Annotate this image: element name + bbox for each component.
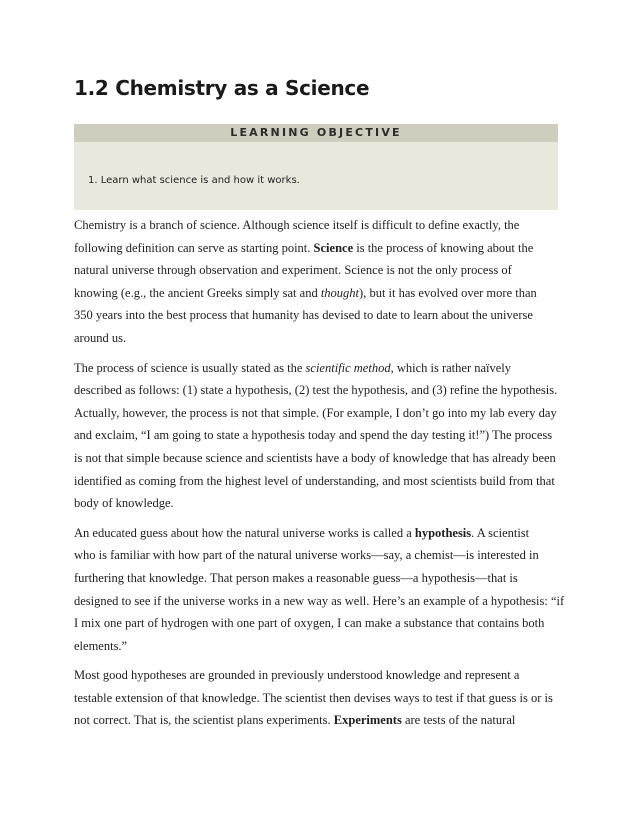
paragraph-line	[74, 304, 560, 327]
paragraph-line	[74, 687, 560, 710]
paragraph-line	[74, 214, 560, 237]
text-run: furthering that knowledge. That person makes a reasonable guess—a hypothesis—that is	[74, 570, 518, 585]
body-text	[74, 214, 565, 739]
text-run: knowing (e.g., the ancient Greeks simply sat and	[74, 285, 321, 300]
text-run: are tests of the natural	[401, 713, 516, 728]
text-run: Chemistry is a branch of science. Although science itself is difficult to define exactly, the	[74, 218, 520, 232]
paragraph-2	[74, 357, 560, 515]
paragraph-line	[74, 492, 560, 515]
paragraph-1	[74, 214, 560, 350]
text-run: elements.”	[74, 638, 128, 653]
text-run: Most good hypotheses are grounded in previously understood knowledge and represent a	[74, 668, 520, 683]
paragraph-line	[74, 327, 560, 350]
italic-term: scientific method	[305, 360, 391, 375]
text-run: identified as coming from the highest level of understanding, and most scientists build from that	[74, 473, 555, 488]
text-run: designed to see if the universe works in a new way as well. Here’s an example of a hypothesis: “if	[74, 593, 565, 608]
paragraph-line	[74, 259, 560, 282]
text-run: . A scientist	[471, 525, 530, 540]
paragraph-line	[74, 424, 560, 447]
text-run: I mix one part of hydrogen with one part of oxygen, I can make a substance that contains both	[74, 616, 545, 631]
paragraph-line	[74, 664, 560, 687]
paragraph-line	[74, 357, 560, 380]
text-run: who is familiar with how part of the natural universe works—say, a chemist—is interested in	[74, 548, 539, 563]
paragraph-line	[74, 522, 560, 545]
text-run: not correct. That is, the scientist plans experiments.	[74, 713, 334, 728]
text-run: testable extension of that knowledge. The scientist then devises ways to test if that guess is or is	[74, 690, 553, 705]
text-run: around us.	[74, 330, 127, 345]
bold-term: hypothesis	[414, 525, 472, 540]
text-run: is the process of knowing about the	[353, 240, 534, 255]
text-run: The process of science is usually stated as the	[74, 360, 306, 375]
paragraph-line	[74, 379, 560, 402]
paragraph-line	[74, 237, 560, 260]
text-run: is not that simple because science and scientists have a body of knowledge that has already been	[74, 450, 556, 465]
paragraph-3	[74, 522, 565, 658]
paragraph-line	[74, 635, 560, 658]
learning-objective-header: LEARNING OBJECTIVE	[74, 124, 558, 142]
bold-term: Experiments	[333, 713, 402, 728]
paragraph-line	[74, 612, 560, 635]
text-run: described as follows: (1) state a hypothesis, (2) test the hypothesis, and (3) refine the hypothesis.	[74, 383, 558, 398]
paragraph-line	[74, 709, 560, 732]
paragraph-line	[74, 567, 560, 590]
paragraph-line	[74, 544, 560, 567]
paragraph-line	[74, 282, 560, 305]
paragraph-line	[74, 402, 560, 425]
text-run: , which is rather naïvely	[390, 360, 512, 375]
learning-objective-item: 1. Learn what science is and how it works.	[88, 175, 300, 186]
text-run: body of knowledge.	[74, 496, 174, 511]
section-heading: 1.2 Chemistry as a Science	[74, 76, 370, 100]
text-run: 350 years into the best process that humanity has devised to date to learn about the universe	[74, 308, 533, 323]
italic-term: thought	[320, 285, 360, 300]
paragraph-line	[74, 447, 560, 470]
text-run: and exclaim, “I am going to state a hypothesis today and spend the day testing it!”) The process	[74, 428, 553, 443]
text-run: following definition can serve as starting point.	[74, 240, 314, 255]
paragraph-line	[74, 590, 565, 613]
learning-objective-list	[88, 174, 300, 188]
bold-term: Science	[313, 240, 354, 255]
text-run: An educated guess about how the natural universe works is called a	[74, 525, 415, 540]
learning-objective-box	[74, 124, 558, 210]
text-run: Actually, however, the process is not that simple. (For example, I don’t go into my lab every day	[74, 405, 557, 420]
paragraph-4	[74, 664, 560, 732]
text-run: ), but it has evolved over more than	[359, 285, 537, 300]
text-run: natural universe through observation and experiment. Science is not the only process of	[74, 263, 512, 278]
paragraph-line	[74, 470, 560, 493]
